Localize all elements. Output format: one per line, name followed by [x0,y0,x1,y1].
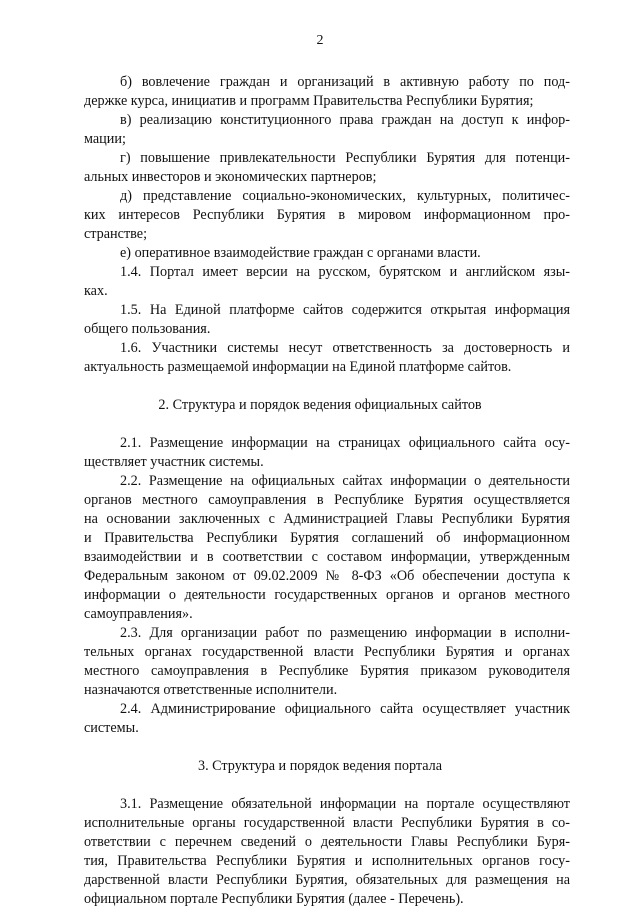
text-line: системы. [84,720,139,736]
section-heading: 3. Структура и порядок ведения портала [197,758,443,774]
text-line: 3.1. Размещение обязательной информации на портале осуществляют [120,796,570,812]
text-line: ответствии с перечнем сведений о деятельности Главы Республики Буря- [84,834,570,850]
text-line: взаимодействии и в соответствии с составом информации, утвержденным [84,549,570,565]
text-line: 2.2. Размещение на официальных сайтах информации о деятельности [120,473,570,489]
text-line: исполнительные органы государственной власти Республики Бурятия в со- [84,815,570,831]
text-line: органов местного самоуправления в Республике Бурятия осуществляется [84,492,570,508]
text-line: ках. [84,283,108,299]
text-line: Федеральным законом от 09.02.2009 № 8-ФЗ «Об обеспечении доступа к [84,568,570,584]
text-line: б) вовлечение граждан и организаций в активную работу по под- [120,74,570,90]
text-line: странстве; [84,226,148,242]
text-line: 1.6. Участники системы несут ответственность за достоверность и [120,340,570,356]
text-line: общего пользования. [84,321,211,337]
text-line: самоуправления». [84,606,193,622]
text-line: 2.1. Размещение информации на страницах официального сайта осу- [120,435,570,451]
text-line: г) повышение привлекательности Республики Бурятия для потенци- [120,150,570,166]
text-line: е) оперативное взаимодействие граждан с органами власти. [120,245,481,261]
page-number: 2 [316,33,324,48]
section-heading: 2. Структура и порядок ведения официальных сайтов [158,397,482,413]
text-line: ществляет участник системы. [84,454,264,470]
text-line: и Правительства Республики Бурятия соглашений об информационном [84,530,570,546]
text-line: 2.3. Для организации работ по размещению информации в исполни- [120,625,570,641]
text-line: альных инвесторов и экономических партнеров; [84,169,377,185]
text-line: актуальность размещаемой информации на Единой платформе сайтов. [84,359,512,375]
text-line: д) представление социально-экономических, культурных, политичес- [120,188,570,204]
text-line: 2.4. Администрирование официального сайта осуществляет участник [120,701,570,717]
text-line: тельных органах государственной власти Республики Бурятия и органах [84,644,570,660]
text-line: в) реализацию конституционного права граждан на доступ к инфор- [120,112,570,128]
text-line: информации о деятельности государственных органов и органов местного [84,587,570,603]
text-line: официальном портале Республики Бурятия (далее - Перечень). [84,891,464,907]
text-line: тия, Правительства Республики Бурятия и исполнительных органов госу- [84,853,570,869]
text-line: ких интересов Республики Бурятия в мировом информационном про- [84,207,570,223]
text-line: мации; [84,131,126,147]
text-line: 1.5. На Единой платформе сайтов содержится открытая информация [120,302,570,318]
text-line: на основании заключенных с Администрацией Главы Республики Бурятия [84,511,570,527]
text-line: держке курса, инициатив и программ Правительства Республики Бурятия; [84,93,534,109]
text-line: назначаются ответственные исполнители. [84,682,338,698]
text-line: дарственной власти Республики Бурятия, обязательных для размещения на [84,872,570,888]
text-line: местного самоуправления в Республике Бурятия приказом руководителя [84,663,570,679]
text-line: 1.4. Портал имеет версии на русском, бурятском и английском язы- [120,264,570,280]
